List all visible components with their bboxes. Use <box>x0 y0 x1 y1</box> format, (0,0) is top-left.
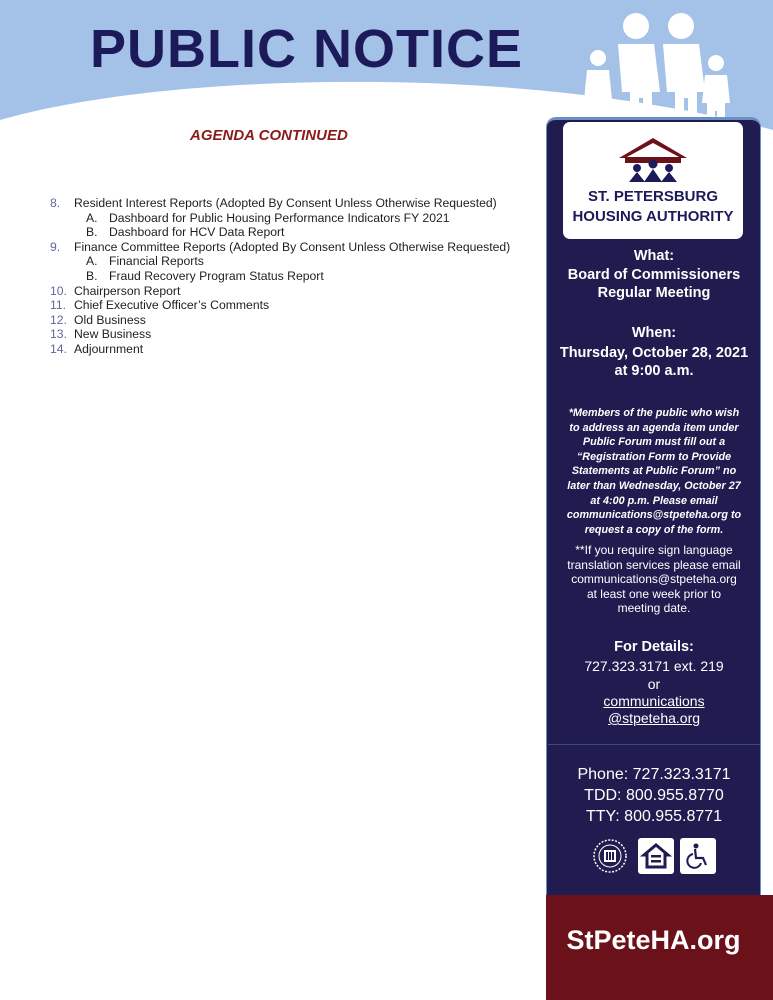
note-line: later than Wednesday, October 27 <box>567 479 741 492</box>
agenda-subitem <box>50 211 540 226</box>
note-line: meeting date. <box>617 601 691 616</box>
note-line: **If you require sign language <box>575 543 733 557</box>
equal-housing-icon <box>638 838 674 874</box>
note-line: at least one week prior to <box>586 586 722 601</box>
item-number: 10. <box>50 283 67 298</box>
item-letter: B. <box>86 225 98 240</box>
hud-seal-icon <box>592 838 628 874</box>
when-line-1: Thursday, October 28, 2021 <box>559 345 749 361</box>
email-link-line-1[interactable]: communications <box>603 693 705 709</box>
item-number: 14. <box>50 341 67 356</box>
agenda-item <box>50 327 540 342</box>
details-email-link[interactable] <box>549 693 759 710</box>
tty-number: TTY: 800.955.8771 <box>585 808 723 825</box>
agenda-subitem <box>50 225 540 240</box>
when-line-2: at 9:00 a.m. <box>614 363 694 379</box>
agenda-item <box>50 313 540 328</box>
what-label: What: <box>633 248 675 264</box>
agenda-item <box>50 240 540 255</box>
item-letter: B. <box>86 268 98 283</box>
item-number: 9. <box>50 239 61 254</box>
item-number: 12. <box>50 312 67 327</box>
item-text: Finance Committee Reports (Adopted By Consent Unless Otherwise Requested) <box>74 239 511 254</box>
when-label: When: <box>631 325 677 341</box>
note-line: at 4:00 p.m. Please email <box>590 494 718 507</box>
family-silhouette-icon <box>578 8 738 133</box>
agenda-list <box>50 196 540 357</box>
item-text: Resident Interest Reports (Adopted By Consent Unless Otherwise Requested) <box>74 196 497 210</box>
item-text: Fraud Recovery Program Status Report <box>109 268 324 283</box>
agenda-subitem <box>50 269 540 284</box>
accessibility-icon <box>680 838 716 874</box>
logo-house-icon <box>615 134 691 184</box>
footer-band <box>546 895 773 1000</box>
item-text: Old Business <box>74 312 146 327</box>
details-label: For Details: <box>614 639 694 655</box>
agenda-item <box>50 298 540 313</box>
note-line: translation services please email <box>567 557 741 572</box>
agenda-subitem <box>50 254 540 269</box>
item-text: Chairperson Report <box>74 283 181 298</box>
agenda-item <box>50 196 540 211</box>
note-line: “Registration Form to Provide <box>576 450 732 463</box>
item-text: Dashboard for Public Housing Performance Indicators FY 2021 <box>109 210 450 225</box>
tdd-number: TDD: 800.955.8770 <box>584 787 724 804</box>
public-forum-note <box>549 406 759 537</box>
note-line: communications@stpeteha.org to <box>566 509 742 522</box>
note-line: communications@stpeteha.org <box>571 572 737 587</box>
compliance-badges <box>590 838 720 878</box>
website-url[interactable]: StPeteHA.org <box>566 925 741 955</box>
item-number: 13. <box>50 327 67 342</box>
item-number: 11. <box>50 298 67 313</box>
item-text: Adjournment <box>74 341 144 356</box>
details-email-link[interactable] <box>549 710 759 727</box>
note-line: to address an agenda item under <box>569 421 739 434</box>
item-text: New Business <box>74 327 152 342</box>
note-line: *Members of the public who wish <box>568 407 740 419</box>
item-text: Chief Executive Officer’s Comments <box>74 298 270 313</box>
logo-line-2: HOUSING AUTHORITY <box>572 208 734 225</box>
phone-number: Phone: 727.323.3171 <box>577 766 731 783</box>
housing-authority-logo <box>563 122 743 239</box>
item-letter: A. <box>86 254 98 269</box>
item-text: Dashboard for HCV Data Report <box>109 225 285 240</box>
note-line: Statements at Public Forum” no <box>571 465 737 478</box>
sign-language-note <box>549 543 759 616</box>
note-line: request a copy of the form. <box>584 523 724 536</box>
sidebar-divider <box>548 744 760 745</box>
agenda-item <box>50 342 540 357</box>
what-line-2: Regular Meeting <box>597 285 711 301</box>
item-text: Financial Reports <box>109 254 204 269</box>
agenda-item <box>50 284 540 299</box>
page-title: PUBLIC NOTICE <box>90 19 524 79</box>
item-letter: A. <box>86 210 98 225</box>
agenda-subtitle: AGENDA CONTINUED <box>190 127 348 144</box>
note-line: Public Forum must fill out a <box>582 436 726 449</box>
details-or: or <box>647 676 661 692</box>
logo-line-1: ST. PETERSBURG <box>587 188 719 205</box>
what-line-1: Board of Commissioners <box>567 267 741 283</box>
details-phone: 727.323.3171 ext. 219 <box>584 658 724 674</box>
email-link-line-2[interactable]: @stpeteha.org <box>607 710 701 726</box>
item-number: 8. <box>50 196 61 210</box>
